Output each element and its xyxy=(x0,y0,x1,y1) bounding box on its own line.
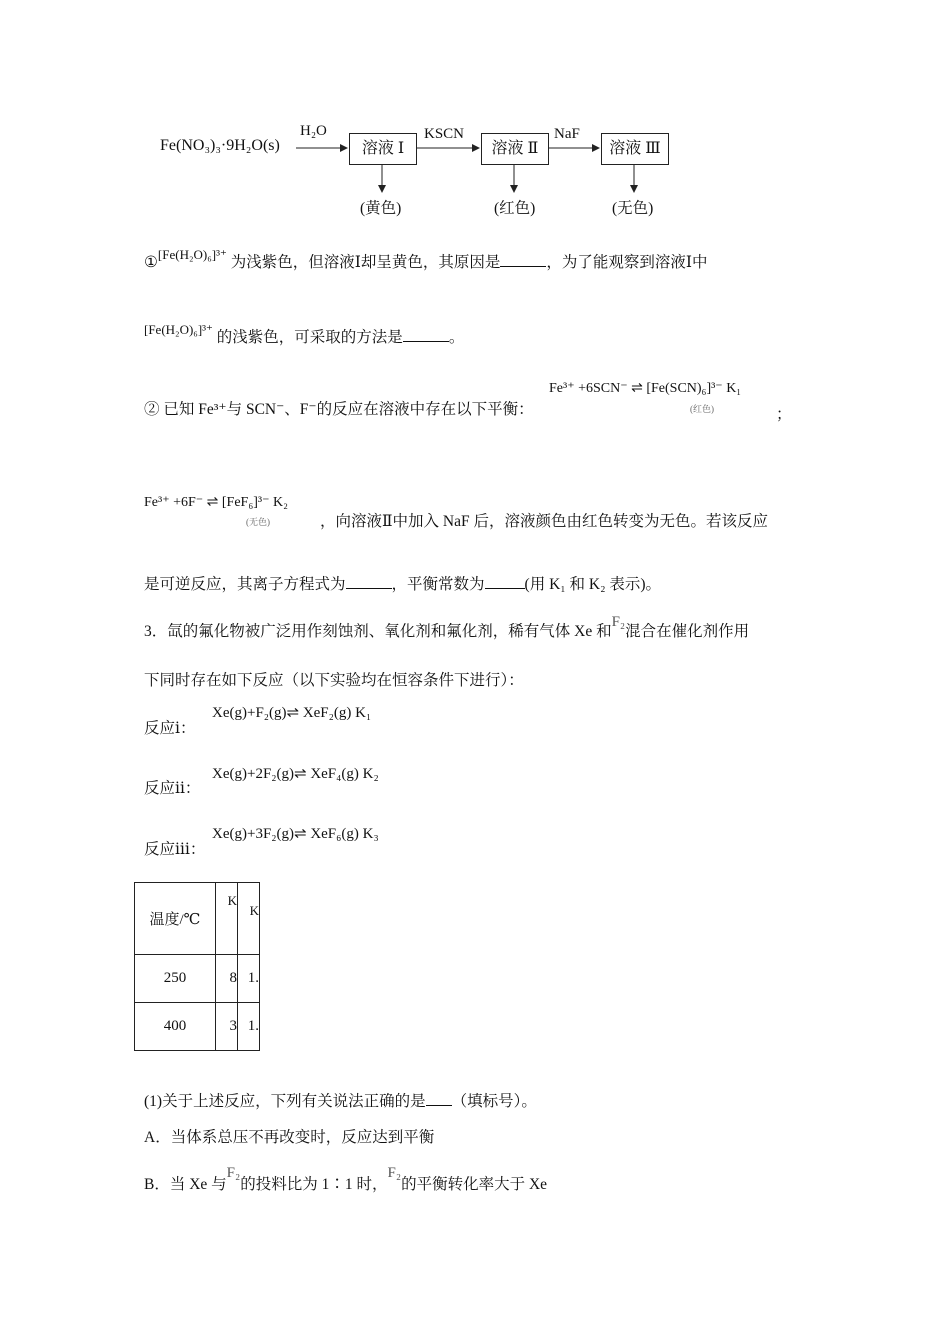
q1-ion-2: [Fe(H₂O)₆]³⁺ xyxy=(144,322,213,337)
q2-text-d: ，平衡常数为 xyxy=(391,576,485,593)
reaction-2-label: 反应ⅱ： xyxy=(144,780,201,797)
table-row xyxy=(135,955,260,1003)
option-b xyxy=(144,1165,548,1194)
flow-color-3: (无色) xyxy=(612,200,654,217)
table-cell: 400 xyxy=(135,1003,216,1051)
q1-text-d: 。 xyxy=(448,329,465,346)
subq-1-text: (1)关于上述反应，下列有关说法正确的是 xyxy=(144,1093,426,1110)
flow-reagent-1: H₂O xyxy=(300,123,327,139)
option-b-f2b: F₂ xyxy=(387,1165,402,1181)
option-b-text-a: B．当 Xe 与 xyxy=(144,1176,227,1193)
table-header-cell: 温度/℃ xyxy=(135,883,216,955)
q1-line-2 xyxy=(144,322,465,347)
flow-color-2: (红色) xyxy=(494,200,536,217)
q1-text-b: ，为了能观察到溶液Ⅰ中 xyxy=(546,254,708,271)
table-cell: 250 xyxy=(135,955,216,1003)
q3-f2: F₂ xyxy=(611,614,626,630)
q1-line-1 xyxy=(144,247,708,272)
flow-box-3: 溶液 Ⅲ xyxy=(601,133,669,165)
table-cell: 3 xyxy=(216,1003,238,1051)
q1-text-c: 的浅紫色，可采取的方法是 xyxy=(216,329,403,346)
flow-color-1: (黄色) xyxy=(360,200,402,217)
answer-blank[interactable] xyxy=(485,574,525,589)
flow-arrows xyxy=(0,0,950,230)
answer-blank[interactable] xyxy=(346,574,392,589)
q2-line-3 xyxy=(144,572,661,594)
option-b-text-c: 的平衡转化率大于 Xe xyxy=(401,1176,548,1193)
flow-reagent-3: NaF xyxy=(554,126,580,142)
q3-line-2: 下同时存在如下反应（以下实验均在恒容条件下进行）： xyxy=(144,672,524,689)
option-b-text-b: 的投料比为 1∶1 时， xyxy=(240,1176,388,1193)
q1-ion: [Fe(H₂O)₆]³⁺ xyxy=(157,247,227,262)
q1-mark: ① xyxy=(144,254,158,271)
q2-eq-2-note: (无色) xyxy=(246,517,270,527)
q2-eq-1: Fe³⁺ +6SCN⁻ ⇌ [Fe(SCN)₆]³⁻ K₁ xyxy=(549,381,742,396)
table-row xyxy=(135,1003,260,1051)
reaction-3-label: 反应ⅲ： xyxy=(144,841,206,858)
table-cell: 1. xyxy=(238,955,260,1003)
reaction-1-label: 反应ⅰ： xyxy=(144,720,196,737)
table-cell: 8 xyxy=(216,955,238,1003)
option-b-f2: F₂ xyxy=(226,1165,241,1181)
q2-eq-1-note: (红色) xyxy=(690,404,714,414)
q2-eq-2: Fe³⁺ +6F⁻ ⇌ [FeF₆]³⁻ K₂ xyxy=(144,495,288,510)
subq-1-end: （填标号）。 xyxy=(451,1093,537,1110)
flow-box-2: 溶液 Ⅱ xyxy=(481,133,549,165)
answer-blank[interactable] xyxy=(403,327,449,342)
q3-line-1 xyxy=(144,614,750,641)
q2-text-e: (用 K₁ 和 K₂ 表示)。 xyxy=(524,576,662,593)
q2-text-b: ，向溶液Ⅱ中加入 NaF 后，溶液颜色由红色转变为无色。若该反应 xyxy=(320,513,768,530)
q1-text-a: 为浅紫色，但溶液Ⅰ却呈黄色，其原因是 xyxy=(230,254,501,271)
q3-line-1a: 3．氙的氟化物被广泛用作刻蚀剂、氧化剂和氟化剂，稀有气体 Xe 和 xyxy=(144,623,612,640)
answer-blank[interactable] xyxy=(500,252,546,267)
q2-mark: ② xyxy=(144,401,160,418)
table-cell: 1. xyxy=(238,1003,260,1051)
q2-text-a: 已知 Fe³⁺与 SCN⁻、F⁻的反应在溶液中存在以下平衡： xyxy=(163,401,534,418)
table-header-cell: K xyxy=(216,883,238,955)
q2-text-c: 是可逆反应，其离子方程式为 xyxy=(144,576,346,593)
flow-reagent-2: KSCN xyxy=(424,126,465,142)
table-header-cell: K xyxy=(238,883,260,955)
table-header-row xyxy=(135,883,260,955)
equilibrium-table xyxy=(134,882,260,1051)
q3-line-1b: 混合在催化剂作用 xyxy=(625,623,750,640)
answer-blank[interactable] xyxy=(426,1091,452,1106)
reaction-3-equation: Xe(g)+3F₂(g)⇌ XeF₆(g) K₃ xyxy=(212,826,379,842)
reaction-2-equation: Xe(g)+2F₂(g)⇌ XeF₄(g) K₂ xyxy=(212,766,379,782)
reaction-1-equation: Xe(g)+F₂(g)⇌ XeF₂(g) K₁ xyxy=(212,705,372,721)
subq-1 xyxy=(144,1089,537,1111)
flow-box-1: 溶液 Ⅰ xyxy=(349,133,417,165)
option-a: A．当体系总压不再改变时，反应达到平衡 xyxy=(144,1129,435,1146)
flow-start: Fe(NO₃)₃·9H₂O(s) xyxy=(160,137,280,154)
q2-eq-1-end: ； xyxy=(776,406,792,423)
q2-line-1 xyxy=(144,397,534,419)
